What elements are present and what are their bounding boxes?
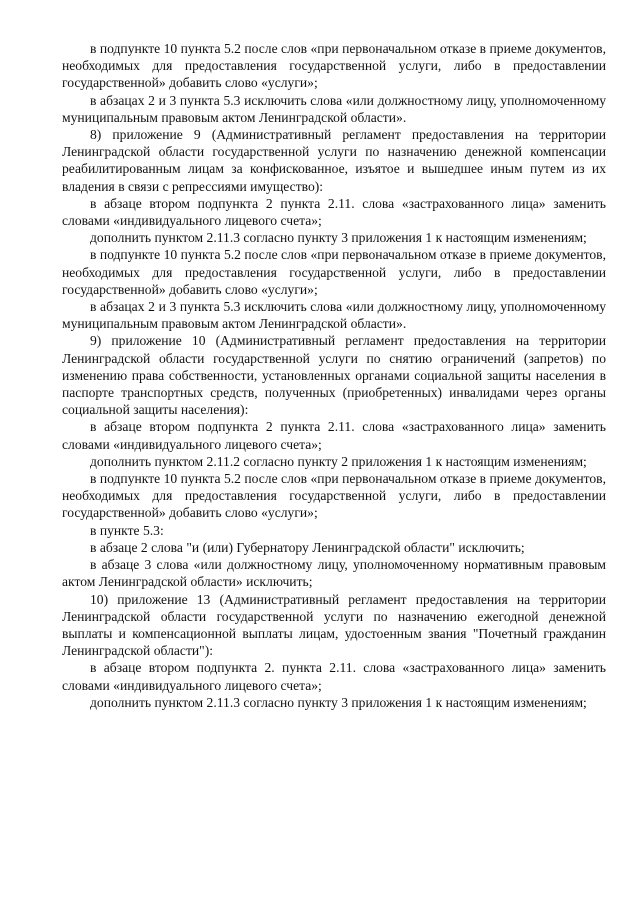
- paragraph-5: дополнить пунктом 2.11.3 согласно пункту 3 приложения 1 к настоящим изменениям;: [90, 230, 587, 246]
- paragraph-11: в подпункте 10 пункта 5.2 после слов «при первоначальном отказе в приеме документов, необходимых для предоставления государственной услуги, либо в предоставлении государственной» добавить слово «услуги»;: [62, 471, 606, 521]
- paragraph-15: 10) приложение 13 (Административный регламент предоставления на территории Ленинградской области государственной услуги по назначению ежегодной денежной выплаты и компенсационной выплаты лицам, удостоенным звания "Почетный гражданин Ленинградской области"):: [62, 591, 606, 659]
- paragraph-2: в абзацах 2 и 3 пункта 5.3 исключить слова «или должностному лицу, уполномоченному муниципальным правовым актом Ленинградской области».: [62, 92, 606, 125]
- paragraph-16: в абзаце втором подпункта 2. пункта 2.11. слова «застрахованного лица» заменить словами «индивидуального лицевого счета»;: [62, 660, 606, 693]
- paragraph-13: в абзаце 2 слова "и (или) Губернатору Ленинградской области" исключить;: [90, 539, 525, 555]
- paragraph-1: в подпункте 10 пункта 5.2 после слов «при первоначальном отказе в приеме документов, необходимых для предоставления государственной услуги, либо в предоставлении государственной» добавить слово «услуги»;: [62, 41, 606, 91]
- paragraph-7: в абзацах 2 и 3 пункта 5.3 исключить слова «или должностному лицу, уполномоченному муниципальным правовым актом Ленинградской области».: [62, 299, 606, 332]
- paragraph-14: в абзаце 3 слова «или должностному лицу, уполномоченному нормативным правовым актом Ленинградской области» исключить;: [62, 557, 606, 590]
- paragraph-6: в подпункте 10 пункта 5.2 после слов «при первоначальном отказе в приеме документов, необходимых для предоставления государственной услуги, либо в предоставлении государственной» добавить слово «услуги»;: [62, 247, 606, 297]
- paragraph-3: 8) приложение 9 (Административный регламент предоставления на территории Ленинградской области государственной услуги по назначению денежной компенсации реабилитированным лицам за конфискованное, изъятое и вышедшее иным путем из их владения в связи с репрессиями имущество):: [62, 127, 606, 194]
- paragraph-12: в пункте 5.3:: [90, 522, 164, 538]
- paragraph-17: дополнить пунктом 2.11.3 согласно пункту 3 приложения 1 к настоящим изменениям;: [90, 694, 587, 710]
- paragraph-8: 9) приложение 10 (Административный регламент предоставления на территории Ленинградской области государственной услуги по снятию ограничений (запретов) по изменению права собственности, установленных органами социальной защиты населения в паспорте транспортных средств, полученных (приобретенных) инвалидами через органы социальной защиты населения):: [62, 333, 606, 418]
- paragraph-10: дополнить пунктом 2.11.2 согласно пункту 2 приложения 1 к настоящим изменениям;: [90, 453, 587, 469]
- document-body: [62, 40, 606, 711]
- paragraph-4: в абзаце втором подпункта 2 пункта 2.11. слова «застрахованного лица» заменить словами «индивидуального лицевого счета»;: [62, 195, 606, 229]
- paragraph-9: в абзаце втором подпункта 2 пункта 2.11. слова «застрахованного лица» заменить словами «индивидуального лицевого счета»;: [62, 419, 606, 452]
